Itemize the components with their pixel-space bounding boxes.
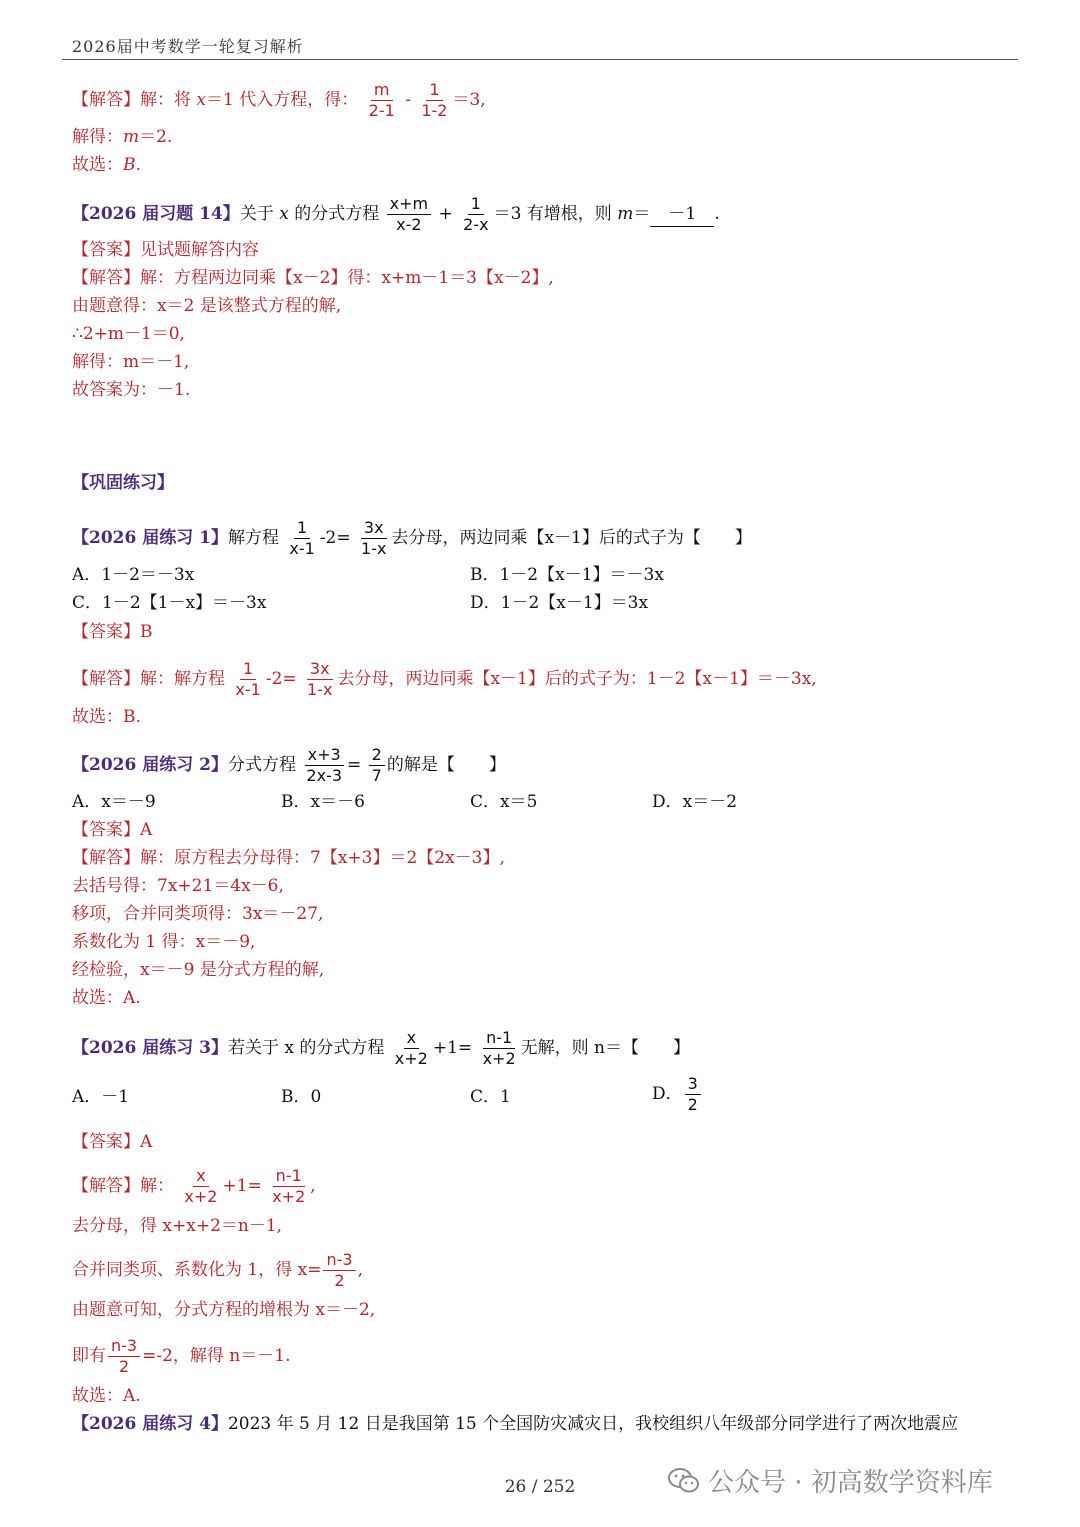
option-b: B．x＝－6 [281, 792, 365, 812]
option-c: C．x＝5 [470, 792, 538, 812]
option-c: C．1 [470, 1087, 511, 1107]
solution-line: 故选：A. [72, 988, 141, 1008]
fraction: $\frac{n-3}{2}$ [323, 1250, 355, 1291]
option-a: A．x＝－9 [72, 792, 156, 812]
solution-line: 【解答】解：解方程 $\frac{1}{x-1}$ -2= $\frac{3x}{1-x}$ 去分母，两边同乘【x－1】后的式子为：1－2【x－1】＝－3x, [72, 659, 817, 699]
answer-line: 【答案】B [72, 622, 153, 642]
fraction: $\frac{2}{7}$ [369, 745, 385, 786]
solution-line: 即有 $\frac{n-3}{2}$ =-2，解得 n＝－1. [72, 1336, 291, 1376]
option-c: C．1－2【1－x】＝－3x [72, 593, 267, 613]
option-a: A．1－2＝－3x [72, 565, 195, 585]
fraction: $\frac{x}{x+2}$ [184, 1166, 218, 1206]
solution-line: 【解答】解： $\frac{x}{x+2}$ +1= $\frac{n-1}{x+2}$ , [72, 1166, 316, 1206]
answer-line: 【答案】A [72, 820, 153, 840]
section-title: 【巩固练习】 [72, 473, 174, 493]
exercise-4: 【2026 届练习 4】2023 年 5 月 12 日是我国第 15 个全国防灾减灾日，我校组织八年级部分同学进行了两次地震应 [72, 1414, 959, 1434]
solution-line: 合并同类项、系数化为 1，得 x= $\frac{n-3}{2}$ , [72, 1250, 363, 1290]
fraction: $\frac{n-1}{x+2}$ [482, 1028, 516, 1068]
answer-blank: －1 [650, 202, 714, 227]
fraction: $\frac{1}{x-1}$ [289, 518, 315, 558]
solution-line: ∴2+m－1＝0, [72, 324, 186, 344]
option-d: D． $\frac{3}{2}$ [652, 1074, 703, 1115]
solution-line: 故选：A. [72, 1386, 141, 1406]
solution-line: 去括号得：7x+21＝4x－6, [72, 876, 284, 896]
solution-line: 【解答】解：方程两边同乘【x－2】得：x+m－1＝3【x－2】, [72, 268, 554, 288]
solution-line: 解得：m＝－1, [72, 352, 190, 372]
question-14: 【2026 届习题 14】关于 x 的分式方程 $\frac{x+m}{x-2}$ + $\frac{1}{2-x}$ ＝3 有增根，则 m＝ －1 . [72, 194, 720, 234]
solution-line: 由题意可知，分式方程的增根为 x＝－2, [72, 1300, 376, 1320]
exercise-1: 【2026 届练习 1】解方程 $\frac{1}{x-1}$ -2= $\frac{3x}{1-x}$ 去分母，两边同乘【x－1】后的式子为【 】 [72, 518, 752, 558]
solution-line: 故选：B. [72, 707, 141, 727]
exercise-3: 【2026 届练习 3】若关于 x 的分式方程 $\frac{x}{x+2}$ +1= $\frac{n-1}{x+2}$ 无解，则 n＝【 】 [72, 1028, 690, 1068]
fraction: $\frac{3x}{1-x}$ [361, 518, 387, 558]
exercise-2: 【2026 届练习 2】分式方程 $\frac{x+3}{2x-3}$ = $\frac{2}{7}$ 的解是【 】 [72, 745, 506, 785]
fraction: $\frac{3x}{1-x}$ [307, 659, 333, 699]
solution-line: 【解答】解：将 x＝1 代入方程，得： $\frac{m}{2-1}$ - $\frac{1}{1-2}$ ＝3, [72, 80, 486, 120]
answer-line: 【答案】见试题解答内容 [72, 240, 259, 260]
solution-line: 移项，合并同类项得：3x＝－27, [72, 904, 324, 924]
option-a: A．－1 [72, 1087, 130, 1107]
solution-line: 故选：B. [72, 155, 141, 175]
option-b: B．1－2【x－1】＝－3x [470, 565, 664, 585]
watermark-text: 公众号 · 初高数学资料库 [708, 1468, 993, 1498]
fraction: $\frac{1}{2-x}$ [463, 194, 489, 234]
fraction: $\frac{x}{x+2}$ [394, 1028, 428, 1068]
option-d: D．x＝－2 [652, 792, 738, 812]
page-header: 2026届中考数学一轮复习解析 [72, 37, 304, 56]
option-d: D．1－2【x－1】＝3x [470, 593, 649, 613]
fraction: $\frac{n-3}{2}$ [108, 1336, 140, 1377]
fraction: $\frac{n-1}{x+2}$ [272, 1166, 306, 1206]
wechat-icon [668, 1467, 700, 1495]
fraction: $\frac{x+3}{2x-3}$ [306, 745, 342, 785]
watermark [668, 1462, 993, 1499]
solution-line: 【解答】解：原方程去分母得：7【x+3】＝2【2x－3】, [72, 848, 505, 868]
solution-line: 经检验，x＝－9 是分式方程的解, [72, 960, 325, 980]
solution-line: 由题意得：x＝2 是该整式方程的解, [72, 296, 342, 316]
solution-line: 故答案为：－1. [72, 380, 191, 400]
fraction: $\frac{x+m}{x-2}$ [387, 194, 431, 235]
solution-line: 解得：m＝2. [72, 127, 173, 147]
fraction: $\frac{m}{2-1}$ [368, 80, 395, 120]
page-number: 26 / 252 [504, 1477, 576, 1497]
option-b: B．0 [281, 1087, 322, 1107]
solution-line: 去分母，得 x+x+2＝n－1, [72, 1216, 283, 1236]
fraction: $\frac{1}{1-2}$ [421, 80, 448, 120]
answer-line: 【答案】A [72, 1132, 153, 1152]
fraction: $\frac{1}{x-1}$ [235, 659, 261, 699]
header-divider [62, 59, 1018, 60]
fraction: $\frac{3}{2}$ [685, 1074, 701, 1115]
solution-line: 系数化为 1 得：x＝－9, [72, 932, 256, 952]
